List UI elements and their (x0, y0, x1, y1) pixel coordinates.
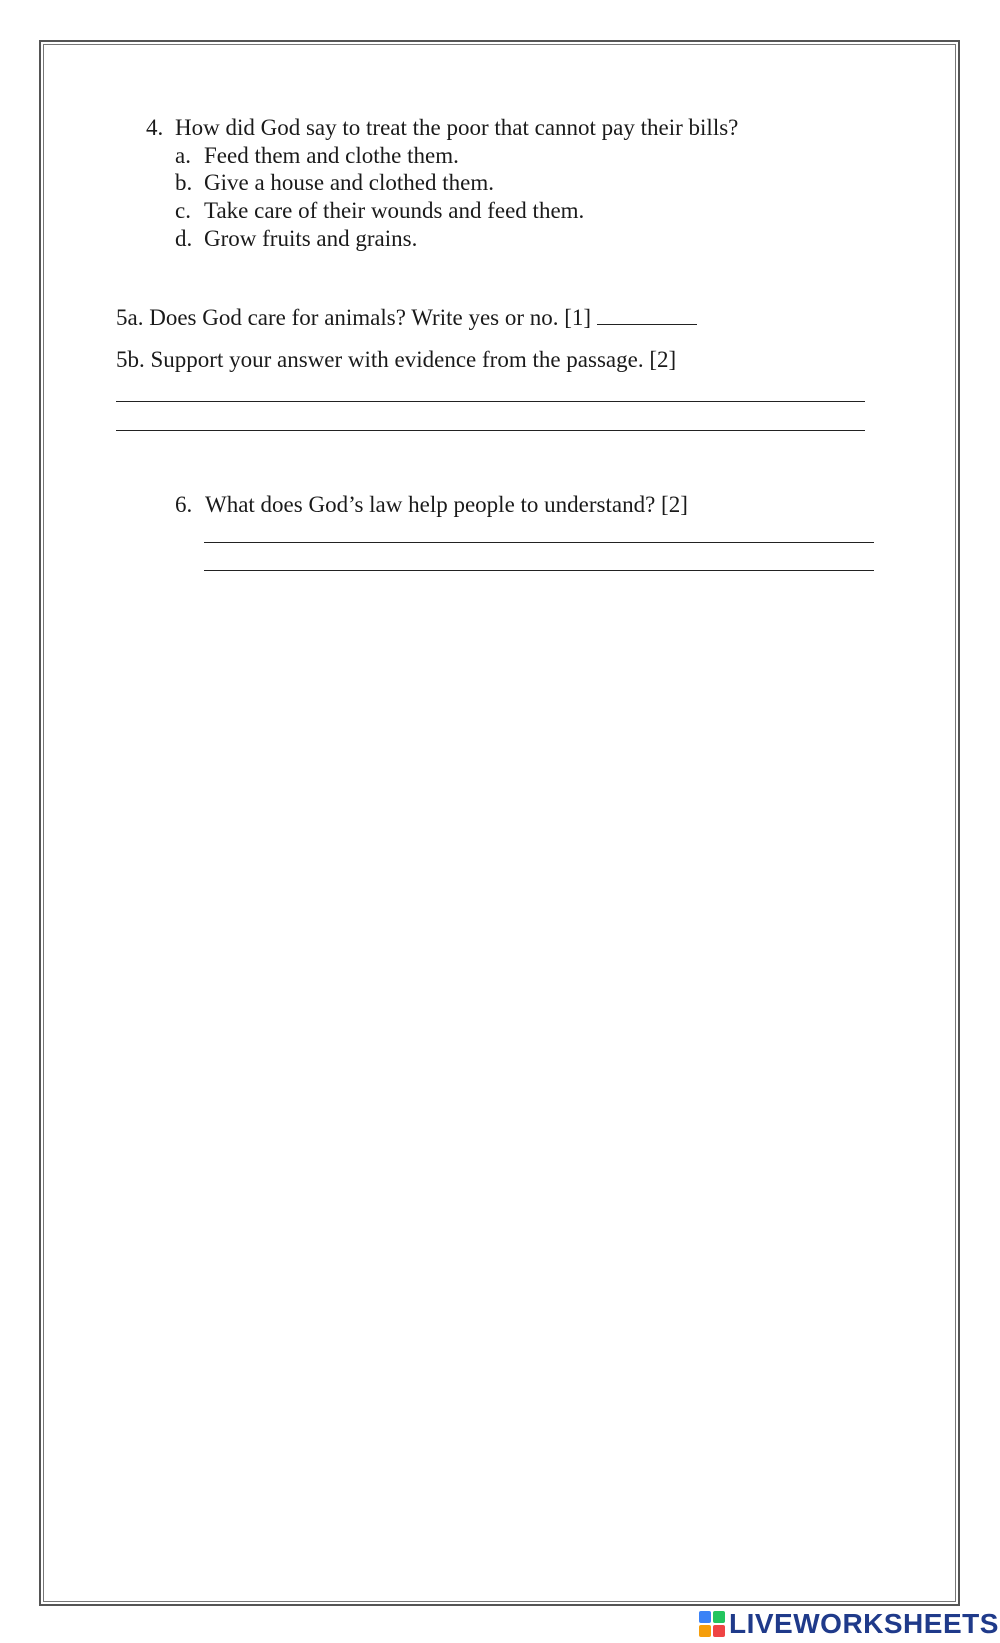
liveworksheets-logo (699, 1608, 999, 1640)
option-d-letter: d. (175, 226, 193, 251)
question-6-text: What does God’s law help people to understand? [2] (205, 492, 688, 517)
option-d-text[interactable]: Grow fruits and grains. (204, 226, 418, 251)
logo-text: LIVEWORKSHEETS (729, 1608, 999, 1639)
option-b-text[interactable]: Give a house and clothed them. (204, 170, 494, 195)
answer-5a-blank[interactable] (597, 304, 697, 325)
option-a-letter: a. (175, 143, 191, 168)
option-c-letter: c. (175, 198, 191, 223)
question-5a-text: 5a. Does God care for animals? Write yes or no. [1] (116, 305, 592, 330)
option-a-text[interactable]: Feed them and clothe them. (204, 143, 459, 168)
question-5a (116, 304, 697, 332)
liveworksheets-mark-icon (699, 1611, 725, 1637)
page-border-inner (43, 44, 956, 1602)
answer-6-line-1[interactable] (204, 542, 874, 543)
question-5b-text: 5b. Support your answer with evidence from the passage. [2] (116, 347, 677, 372)
question-6-number: 6. (175, 492, 193, 517)
answer-5b-line-2[interactable] (116, 430, 865, 431)
option-c-text[interactable]: Take care of their wounds and feed them. (204, 198, 585, 223)
option-b-letter: b. (175, 170, 193, 195)
answer-5b-line-1[interactable] (116, 401, 865, 402)
question-4-number: 4. (146, 115, 164, 140)
question-4-text: How did God say to treat the poor that cannot pay their bills? (175, 115, 739, 140)
answer-6-line-2[interactable] (204, 570, 874, 571)
